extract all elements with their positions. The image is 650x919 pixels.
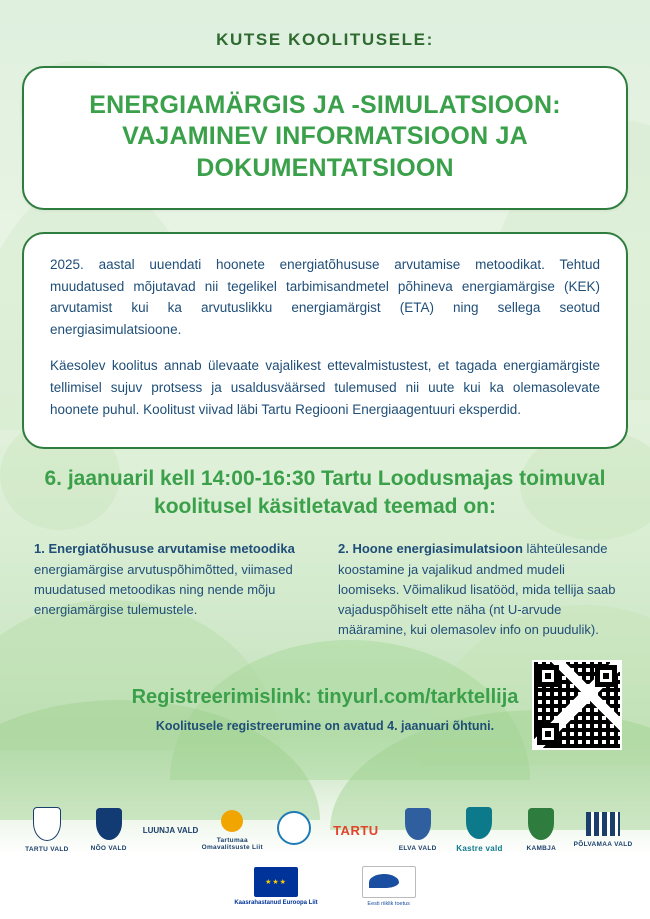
logo-label: TARTU VALD bbox=[25, 846, 69, 853]
logo-elva-vald bbox=[387, 808, 449, 852]
topics-list bbox=[34, 539, 616, 640]
intro-paragraph-2: Käesolev koolitus annab ülevaate vajalikest ettevalmistustest, et tagada energiamärgiste tellimisel sujuv protsess ja usaldusväärsed tulemused nii uute kui ka olemasolevate hoonete puhul. Koolitust viivad läbi Tartu Regiooni Energiaagentuuri eksperdid. bbox=[50, 358, 600, 417]
logo-noo-vald bbox=[78, 808, 140, 852]
topic-item bbox=[338, 539, 616, 640]
topic-body: energiamärgise arvutuspõhimõtted, viimased muudatused metoodikas ning nende mõju energiamärgise tulemustele. bbox=[34, 561, 293, 617]
logo-european-union bbox=[234, 867, 317, 908]
logo-wordmark: TARTU bbox=[333, 822, 379, 838]
intro-paragraph-1: 2025. aastal uuendati hoonete energiatõhususe arvutamise metoodikat. Tehtud muudatused mõjutavad nii tegelikel tarbimisandmetel põhineva energiamärgise (KEK) arvutamist kui ka arvutuslikku energiamärgist (ETA) ning sellega seotud energiasimulatsioone. bbox=[50, 256, 600, 338]
topic-body: lähteülesande koostamine ja vajalikud andmed mudeli loomiseks. Võimalikud lisatööd, mida tellija saab vajaduspõhiselt ette näha (nt U-arvude määramine, kui olemasolev info on puudulik). bbox=[338, 541, 616, 638]
logo-label: Tartumaa Omavalitsuste Liit bbox=[201, 836, 263, 851]
logo-wordmark: LUUNJA VALD bbox=[142, 825, 199, 835]
title-card bbox=[22, 66, 628, 210]
page-title: ENERGIAMÄRGIS JA -SIMULATSIOON: VAJAMINEV INFORMATSIOON JA DOKUMENTATSIOON bbox=[89, 91, 561, 182]
logo-label: ELVA VALD bbox=[398, 845, 437, 852]
qr-code-icon[interactable] bbox=[532, 660, 622, 750]
shield-icon bbox=[405, 808, 431, 840]
eu-stars: ★★★ bbox=[265, 878, 287, 886]
logo-estonia bbox=[362, 866, 416, 908]
logo-tartu-vald bbox=[16, 807, 78, 853]
shield-icon bbox=[528, 808, 554, 840]
logo-label: KAMBJA bbox=[526, 845, 557, 852]
body-card bbox=[22, 232, 628, 449]
estonia-logo-icon bbox=[362, 866, 416, 898]
qr-eye-bottom-left bbox=[537, 723, 559, 745]
logo-kastre-vald bbox=[449, 807, 511, 853]
qr-eye-top-right bbox=[595, 665, 617, 687]
blocks-icon bbox=[586, 812, 620, 836]
shield-icon bbox=[33, 807, 61, 841]
logo-label: PÕLVAMAA VALD bbox=[573, 841, 633, 848]
circle-emblem-icon bbox=[277, 811, 311, 845]
logo-polvamaa-vald bbox=[572, 812, 634, 848]
registration-link[interactable]: Registreerimislink: tinyurl.com/tarktellija bbox=[131, 686, 519, 709]
qr-eye-top-left bbox=[537, 665, 559, 687]
shield-icon bbox=[466, 807, 492, 839]
logo-label: NÕO VALD bbox=[90, 845, 127, 852]
eyebrow-text: KUTSE KOOLITUSELE: bbox=[216, 30, 434, 49]
topic-heading: 1. Energiatõhususe arvutamise metoodika bbox=[34, 541, 295, 557]
eu-flag-icon bbox=[254, 867, 298, 897]
logo-label: Kastre vald bbox=[456, 844, 503, 853]
shield-icon bbox=[96, 808, 122, 840]
funding-logos bbox=[0, 866, 650, 908]
logo-tartu bbox=[325, 823, 387, 838]
partner-logos bbox=[0, 800, 650, 860]
topic-heading: 2. Hoone energiasimulatsioon bbox=[338, 541, 523, 557]
swoop-shape bbox=[369, 874, 399, 888]
logo-caption: Kaasrahastanud Euroopa Liit bbox=[234, 899, 318, 906]
logo-kambja bbox=[510, 808, 572, 852]
logo-luunja-vald bbox=[140, 826, 202, 835]
logo-caption: Eesti riiklik toetus bbox=[367, 901, 410, 907]
session-details: 6. jaanuaril kell 14:00-16:30 Tartu Loodusmajas toimuval koolitusel käsitletavad teemad on: bbox=[44, 466, 606, 519]
sun-icon bbox=[221, 810, 243, 832]
logo-circle-emblem bbox=[263, 811, 325, 850]
registration-note: Koolitusele registreerumine on avatud 4. jaanuari õhtuni. bbox=[155, 719, 495, 734]
logo-tartumaa-omavalitsuste-liit bbox=[201, 810, 263, 851]
registration-section bbox=[0, 668, 650, 778]
topic-item bbox=[34, 539, 312, 640]
